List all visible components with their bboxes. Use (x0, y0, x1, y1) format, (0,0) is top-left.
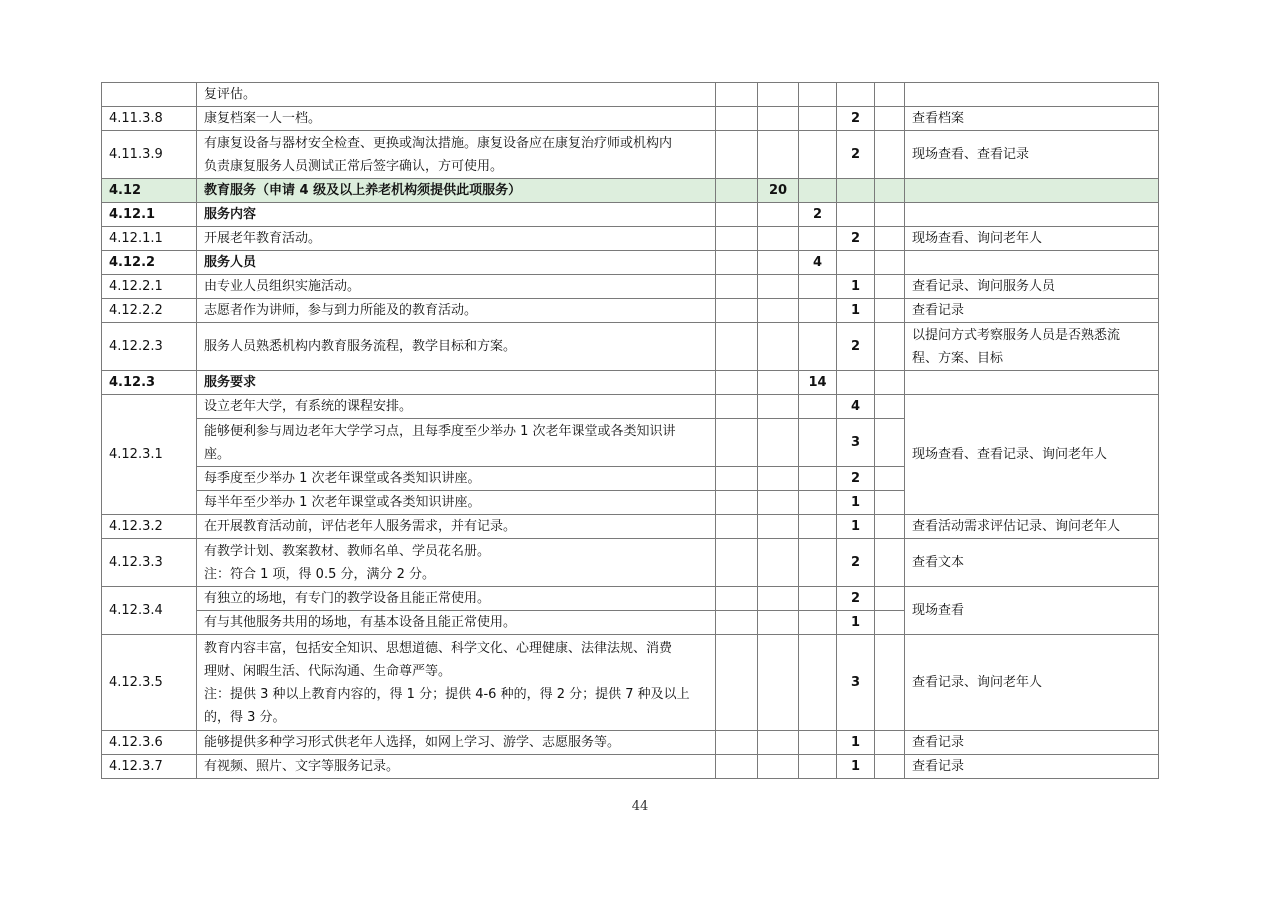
score-cell (875, 83, 905, 107)
table-row (102, 299, 1159, 323)
score-cell (837, 179, 875, 203)
score-cell (799, 107, 837, 131)
item-id-cell: 4.12.3.1 (102, 395, 197, 515)
cell-line: 康复档案一人一档。 (204, 111, 322, 126)
score-cell (758, 395, 799, 419)
score-cell (758, 299, 799, 323)
content-cell (197, 467, 716, 491)
content-cell (197, 587, 716, 611)
content-cell (197, 419, 716, 467)
cell-line: 查看记录 (912, 735, 965, 750)
cell-line: 查看记录、询问老年人 (912, 675, 1043, 690)
content-cell (197, 539, 716, 587)
score-cell (716, 83, 758, 107)
content-cell (197, 299, 716, 323)
scoring-table (101, 82, 1159, 779)
method-cell (905, 515, 1159, 539)
score-cell (875, 203, 905, 227)
score-cell (716, 539, 758, 587)
content-cell (197, 323, 716, 371)
cell-line: 服务要求 (204, 375, 257, 390)
score-cell (758, 419, 799, 467)
table-row (102, 251, 1159, 275)
score-cell (875, 371, 905, 395)
score-cell (716, 371, 758, 395)
score-cell (799, 731, 837, 755)
item-id-cell: 4.12.3.4 (102, 587, 197, 635)
cell-line: 现场查看、询问老年人 (912, 231, 1043, 246)
score-cell (799, 131, 837, 179)
table-row (102, 635, 1159, 731)
score-cell: 1 (837, 515, 875, 539)
score-cell (758, 107, 799, 131)
score-cell: 2 (799, 203, 837, 227)
score-cell (799, 179, 837, 203)
score-cell: 1 (837, 611, 875, 635)
method-cell (905, 731, 1159, 755)
cell-line: 设立老年大学，有系统的课程安排。 (204, 399, 413, 414)
score-cell (875, 539, 905, 587)
method-cell (905, 299, 1159, 323)
method-cell (905, 635, 1159, 731)
cell-line: 教育内容丰富，包括安全知识、思想道德、科学文化、心理健康、法律法规、消费 (204, 640, 673, 656)
cell-line: 查看档案 (912, 111, 965, 126)
table-row (102, 731, 1159, 755)
table-row (102, 227, 1159, 251)
item-id-cell: 4.12.2.2 (102, 299, 197, 323)
score-cell (799, 275, 837, 299)
score-cell (716, 491, 758, 515)
content-cell (197, 755, 716, 779)
table-row (102, 371, 1159, 395)
cell-line: 志愿者作为讲师，参与到力所能及的教育活动。 (204, 303, 478, 318)
method-cell (905, 179, 1159, 203)
score-cell (837, 83, 875, 107)
score-cell (875, 395, 905, 419)
score-cell (716, 323, 758, 371)
score-cell: 1 (837, 755, 875, 779)
score-cell (875, 179, 905, 203)
score-cell (758, 635, 799, 731)
item-id-cell: 4.12.3.6 (102, 731, 197, 755)
score-cell (758, 323, 799, 371)
score-cell (799, 227, 837, 251)
content-cell (197, 251, 716, 275)
score-cell (758, 131, 799, 179)
score-cell (716, 131, 758, 179)
score-cell: 1 (837, 275, 875, 299)
score-cell (758, 251, 799, 275)
cell-line: 现场查看 (912, 603, 965, 618)
cell-line: 有康复设备与器材安全检查、更换或淘汰措施。康复设备应在康复治疗师或机构内 (204, 135, 673, 151)
table-row (102, 515, 1159, 539)
method-cell (905, 587, 1159, 635)
cell-line: 的，得 3 分。 (204, 709, 286, 725)
score-cell (716, 611, 758, 635)
score-cell (875, 299, 905, 323)
content-cell (197, 203, 716, 227)
content-cell (197, 227, 716, 251)
cell-line: 现场查看、查看记录 (912, 147, 1030, 162)
method-cell (905, 539, 1159, 587)
score-cell (875, 323, 905, 371)
item-id-cell: 4.12.3.5 (102, 635, 197, 731)
table-row (102, 131, 1159, 179)
score-cell (799, 491, 837, 515)
score-cell (716, 275, 758, 299)
content-cell (197, 731, 716, 755)
score-cell: 2 (837, 131, 875, 179)
method-cell (905, 227, 1159, 251)
score-cell (875, 275, 905, 299)
score-cell (758, 275, 799, 299)
score-cell (758, 515, 799, 539)
content-cell (197, 275, 716, 299)
cell-line: 现场查看、查看记录、询问老年人 (912, 447, 1108, 462)
item-id-cell: 4.12.2 (102, 251, 197, 275)
score-cell (716, 179, 758, 203)
score-cell (875, 491, 905, 515)
score-cell (875, 587, 905, 611)
cell-line: 有教学计划、教案教材、教师名单、学员花名册。 (204, 543, 491, 559)
score-cell (716, 395, 758, 419)
table-body (102, 83, 1159, 779)
item-id-cell (102, 83, 197, 107)
score-cell (837, 203, 875, 227)
cell-line: 教育服务（申请 4 级及以上养老机构须提供此项服务） (204, 183, 522, 198)
content-cell (197, 131, 716, 179)
score-cell (875, 731, 905, 755)
score-cell (875, 611, 905, 635)
item-id-cell: 4.12.1 (102, 203, 197, 227)
item-id-cell: 4.12.3.3 (102, 539, 197, 587)
cell-line: 每季度至少举办 1 次老年课堂或各类知识讲座。 (204, 471, 481, 486)
score-cell: 2 (837, 227, 875, 251)
cell-line: 在开展教育活动前，评估老年人服务需求，并有记录。 (204, 519, 517, 534)
method-cell (905, 395, 1159, 515)
score-cell (716, 587, 758, 611)
score-cell (716, 515, 758, 539)
cell-line: 有独立的场地，有专门的教学设备且能正常使用。 (204, 591, 491, 606)
cell-line: 座。 (204, 446, 231, 462)
table-row (102, 83, 1159, 107)
cell-line: 由专业人员组织实施活动。 (204, 279, 361, 294)
item-id-cell: 4.11.3.9 (102, 131, 197, 179)
method-cell (905, 323, 1159, 371)
cell-line: 注：提供 3 种以上教育内容的，得 1 分；提供 4-6 种的，得 2 分；提供 7 种及以上 (204, 686, 690, 702)
method-cell (905, 83, 1159, 107)
score-cell (875, 635, 905, 731)
cell-line: 负责康复服务人员测试正常后签字确认，方可使用。 (204, 158, 504, 174)
cell-line: 开展老年教育活动。 (204, 231, 322, 246)
score-cell (875, 251, 905, 275)
content-cell (197, 611, 716, 635)
cell-line: 有视频、照片、文字等服务记录。 (204, 759, 400, 774)
score-cell (799, 395, 837, 419)
score-cell (875, 515, 905, 539)
cell-line: 以提问方式考察服务人员是否熟悉流 (912, 327, 1121, 343)
score-cell (758, 491, 799, 515)
score-cell (799, 587, 837, 611)
score-cell: 14 (799, 371, 837, 395)
table-row (102, 275, 1159, 299)
score-cell: 2 (837, 107, 875, 131)
score-cell (799, 299, 837, 323)
table-row (102, 203, 1159, 227)
score-cell (758, 755, 799, 779)
score-cell: 1 (837, 731, 875, 755)
table-row (102, 539, 1159, 587)
score-cell: 2 (837, 323, 875, 371)
score-cell (799, 635, 837, 731)
score-cell (716, 419, 758, 467)
score-cell: 20 (758, 179, 799, 203)
score-cell (875, 107, 905, 131)
score-cell (799, 515, 837, 539)
cell-line: 查看活动需求评估记录、询问老年人 (912, 519, 1121, 534)
cell-line: 查看记录 (912, 303, 965, 318)
score-cell (716, 203, 758, 227)
score-cell (799, 419, 837, 467)
score-cell (875, 467, 905, 491)
score-cell: 2 (837, 539, 875, 587)
score-cell (837, 251, 875, 275)
method-cell (905, 251, 1159, 275)
score-cell (716, 731, 758, 755)
score-cell (799, 611, 837, 635)
item-id-cell: 4.12.3.2 (102, 515, 197, 539)
score-cell (758, 467, 799, 491)
score-cell (875, 419, 905, 467)
content-cell (197, 635, 716, 731)
item-id-cell: 4.12.2.3 (102, 323, 197, 371)
cell-line: 查看记录、询问服务人员 (912, 279, 1056, 294)
method-cell (905, 275, 1159, 299)
content-cell (197, 83, 716, 107)
cell-line: 程、方案、目标 (912, 350, 1004, 366)
item-id-cell: 4.12.3.7 (102, 755, 197, 779)
content-cell (197, 179, 716, 203)
score-cell (799, 539, 837, 587)
table-row (102, 395, 1159, 419)
cell-line: 服务人员熟悉机构内教育服务流程，教学目标和方案。 (204, 339, 517, 354)
score-cell (716, 299, 758, 323)
method-cell (905, 371, 1159, 395)
item-id-cell: 4.12.2.1 (102, 275, 197, 299)
cell-line: 有与其他服务共用的场地，有基本设备且能正常使用。 (204, 615, 517, 630)
score-cell (758, 203, 799, 227)
score-cell (758, 731, 799, 755)
method-cell (905, 755, 1159, 779)
score-cell: 1 (837, 299, 875, 323)
score-cell (799, 755, 837, 779)
score-cell: 3 (837, 635, 875, 731)
score-cell: 2 (837, 587, 875, 611)
score-cell (758, 371, 799, 395)
item-id-cell: 4.12 (102, 179, 197, 203)
score-cell (716, 227, 758, 251)
score-cell: 4 (837, 395, 875, 419)
score-cell (758, 83, 799, 107)
cell-line: 每半年至少举办 1 次老年课堂或各类知识讲座。 (204, 495, 481, 510)
item-id-cell: 4.11.3.8 (102, 107, 197, 131)
cell-line: 能够提供多种学习形式供老年人选择，如网上学习、游学、志愿服务等。 (204, 735, 621, 750)
score-cell (716, 755, 758, 779)
score-cell (716, 251, 758, 275)
score-cell (758, 227, 799, 251)
content-cell (197, 491, 716, 515)
table-row (102, 587, 1159, 611)
score-cell (716, 107, 758, 131)
cell-line: 服务人员 (204, 255, 257, 270)
score-cell (837, 371, 875, 395)
cell-line: 理财、闲暇生活、代际沟通、生命尊严等。 (204, 663, 452, 679)
score-cell (716, 635, 758, 731)
table-row (102, 755, 1159, 779)
content-cell (197, 395, 716, 419)
cell-line: 能够便利参与周边老年大学学习点，且每季度至少举办 1 次老年课堂或各类知识讲 (204, 423, 676, 439)
score-cell (758, 587, 799, 611)
table-row (102, 107, 1159, 131)
cell-line: 复评估。 (204, 87, 257, 102)
score-cell: 2 (837, 467, 875, 491)
cell-line: 查看文本 (912, 555, 965, 570)
cell-line: 服务内容 (204, 207, 257, 222)
content-cell (197, 371, 716, 395)
score-cell: 4 (799, 251, 837, 275)
page-number: 44 (631, 799, 649, 814)
method-cell (905, 203, 1159, 227)
score-cell (716, 467, 758, 491)
table-row (102, 323, 1159, 371)
score-cell (799, 323, 837, 371)
score-cell: 1 (837, 491, 875, 515)
method-cell (905, 131, 1159, 179)
item-id-cell: 4.12.1.1 (102, 227, 197, 251)
score-cell (875, 755, 905, 779)
method-cell (905, 107, 1159, 131)
score-cell (799, 467, 837, 491)
content-cell (197, 515, 716, 539)
score-cell (875, 131, 905, 179)
table-row (102, 179, 1159, 203)
content-cell (197, 107, 716, 131)
score-cell (875, 227, 905, 251)
item-id-cell: 4.12.3 (102, 371, 197, 395)
cell-line: 注：符合 1 项，得 0.5 分，满分 2 分。 (204, 566, 436, 582)
score-cell (799, 83, 837, 107)
score-cell: 3 (837, 419, 875, 467)
score-cell (758, 611, 799, 635)
cell-line: 查看记录 (912, 759, 965, 774)
score-cell (758, 539, 799, 587)
